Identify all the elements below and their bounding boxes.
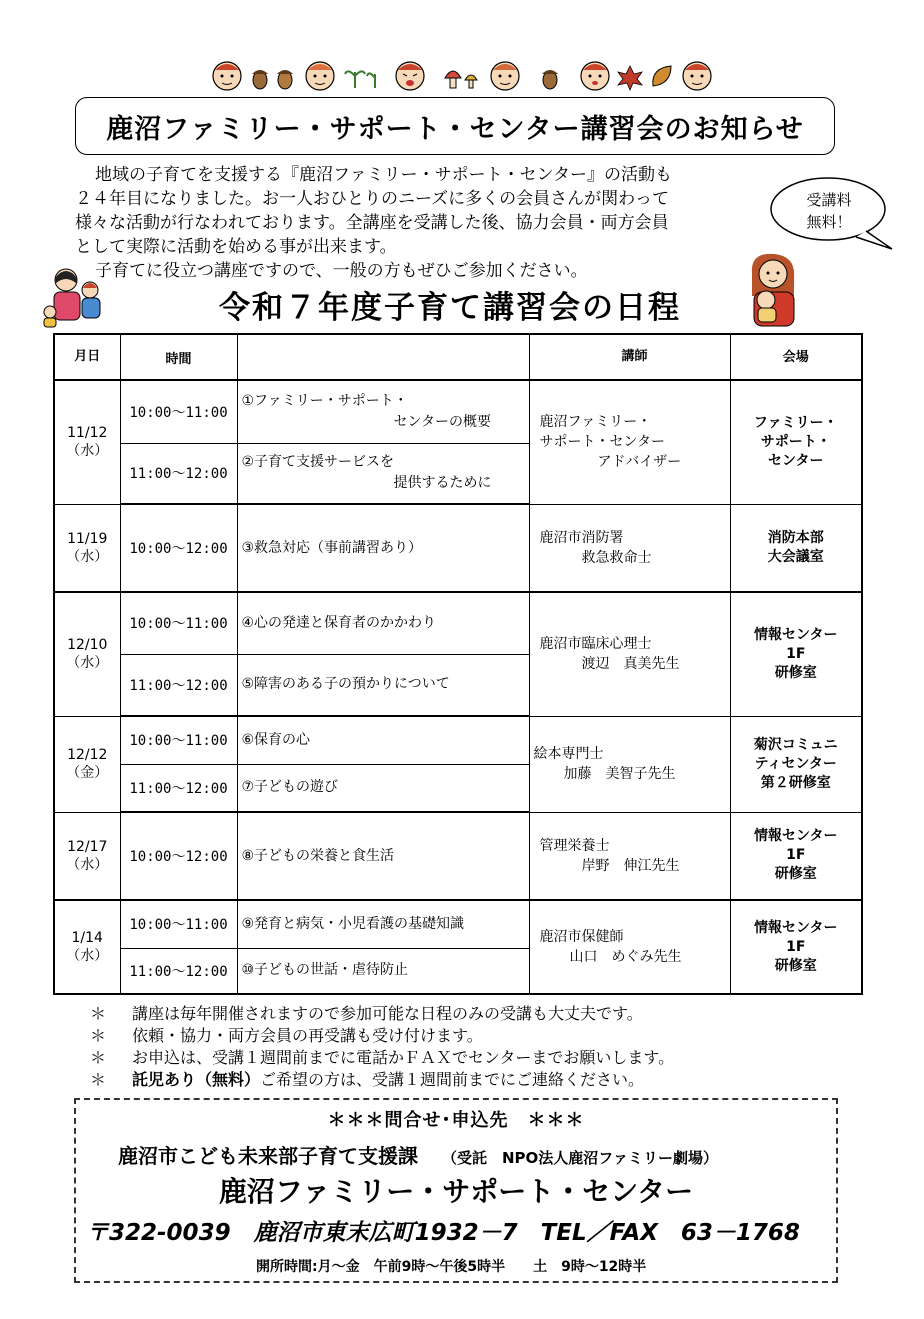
venue-line: 情報センター <box>754 828 838 845</box>
topic-cell: ⑧子どもの栄養と食生活 <box>237 812 529 900</box>
intro-line: ２４年目になりました。お一人おひとりのニーズに多くの会員さんが関わって <box>75 189 669 209</box>
topic-cell <box>237 380 529 443</box>
baby-face-icon <box>213 62 241 90</box>
intro-line: として実際に活動を始める事が出来ます。 <box>75 237 397 257</box>
bubble-line: 無料！ <box>806 213 852 231</box>
venue-cell <box>730 380 862 504</box>
venue-cell <box>730 504 862 592</box>
note-text: 依頼・協力・両方会員の再受講も受け付けます。 <box>132 1026 483 1045</box>
venue-line: 1F <box>786 938 806 955</box>
lecturer-line: 山口 めぐみ先生 <box>569 949 682 965</box>
date-cell <box>54 900 120 994</box>
venue-line: 大会議室 <box>767 548 824 565</box>
opening-hours: 開所時間:月～金 午前9時～午後5時半 土 9時～12時半 <box>256 1259 647 1275</box>
page-title: 鹿沼ファミリー・サポート・センター講習会のお知らせ <box>75 97 835 155</box>
header-time: 時間 <box>120 334 237 380</box>
time-cell: 11:00～12:00 <box>120 764 237 812</box>
schedule-table <box>53 333 863 995</box>
date: 12/12 <box>67 747 108 763</box>
lecturer-line: 加藤 美智子先生 <box>563 766 676 782</box>
lecturer-line: アドバイザー <box>597 454 682 471</box>
time-cell: 10:00～12:00 <box>120 812 237 900</box>
baby-face-icon <box>491 62 519 90</box>
venue-line: 菊沢コミュニ <box>753 736 838 753</box>
weekday: （水） <box>66 443 109 460</box>
note-marker: ＊ <box>90 1048 107 1067</box>
maple-leaf-icon <box>618 66 642 90</box>
venue-line: ファミリー・ <box>753 414 838 431</box>
time-cell: 10:00～11:00 <box>120 592 237 654</box>
lecturer-cell <box>529 592 730 716</box>
center-name: 鹿沼ファミリー・サポート・センター <box>218 1175 694 1208</box>
lecturer-line: 絵本専門士 <box>533 746 604 762</box>
note-text: 講座は毎年開催されますので参加可能な日程のみの受講も大丈夫です。 <box>132 1004 643 1023</box>
lecturer-line: サポート・センター <box>539 434 665 451</box>
crying-baby-icon <box>396 62 424 90</box>
acorn-icon <box>277 70 293 89</box>
time-cell: 11:00～12:00 <box>120 948 237 994</box>
topic-line: センターの概要 <box>393 413 491 430</box>
note-item <box>90 1025 674 1047</box>
table-row <box>54 380 862 443</box>
acorn-icon <box>542 70 558 89</box>
date: 1/14 <box>71 930 103 946</box>
venue-line: サポート・ <box>760 433 831 450</box>
topic-cell: ⑦子どもの遊び <box>237 764 529 812</box>
lecturer-line: 管理栄養士 <box>539 837 610 854</box>
address-phone: 〒322-0039 鹿沼市東末広町1932－7 TEL／FAX 63－1768 <box>86 1220 800 1246</box>
topic-cell: ⑨発育と病気・小児看護の基礎知識 <box>237 900 529 948</box>
time-cell: 11:00～12:00 <box>120 654 237 716</box>
lecturer-line: 鹿沼市消防署 <box>539 529 624 546</box>
date-cell <box>54 380 120 504</box>
topic-line: 提供するために <box>393 475 492 492</box>
mushroom-icon <box>445 71 477 88</box>
table-row <box>54 504 862 592</box>
note-bold: 託児あり（無料） <box>132 1070 261 1089</box>
topic-cell: ⑩子どもの世話・虐待防止 <box>237 948 529 994</box>
date: 11/19 <box>67 530 108 547</box>
venue-line: 研修室 <box>774 866 817 883</box>
bubble-line: 受講料 <box>806 191 852 209</box>
intro-line: 様々な活動が行なわれております。全講座を受講した後、協力会員・両方会員 <box>75 213 669 233</box>
date-cell <box>54 716 120 812</box>
date-cell <box>54 592 120 716</box>
acorn-icon <box>252 70 268 89</box>
baby-face-icon <box>306 62 334 90</box>
lecturer-line: 岸野 伸江先生 <box>581 857 680 874</box>
venue-cell <box>730 900 862 994</box>
note-item <box>90 1047 674 1069</box>
note-item <box>90 1069 674 1091</box>
venue-cell <box>730 592 862 716</box>
topic-cell: ⑤障害のある子の預かりについて <box>237 654 529 716</box>
free-fee-bubble <box>768 175 898 253</box>
time-cell: 11:00～12:00 <box>120 443 237 504</box>
lecturer-cell <box>529 504 730 592</box>
time-cell: 10:00～11:00 <box>120 716 237 764</box>
entrust-note: （受託 NPO法人鹿沼ファミリー劇場） <box>442 1149 719 1167</box>
topic-cell: ⑥保育の心 <box>237 716 529 764</box>
weekday: （水） <box>66 548 109 565</box>
date-cell <box>54 504 120 592</box>
date: 12/10 <box>67 637 108 654</box>
date: 12/17 <box>67 838 108 855</box>
table-row <box>54 812 862 900</box>
baby-face-icon <box>581 62 609 90</box>
venue-line: 消防本部 <box>767 529 824 546</box>
header-venue: 会場 <box>730 334 862 380</box>
schedule-title: 令和７年度子育て講習会の日程 <box>219 290 681 326</box>
lecturer-cell <box>529 900 730 994</box>
decoration-row <box>205 58 715 98</box>
topic-cell: ④心の発達と保育者のかかわり <box>237 592 529 654</box>
mother-baby-illustration-icon <box>742 250 802 328</box>
time-cell: 10:00～11:00 <box>120 900 237 948</box>
weekday: （水） <box>66 948 109 964</box>
lecturer-line: 渡辺 真美先生 <box>581 656 680 673</box>
time-cell: 10:00～11:00 <box>120 380 237 443</box>
lecturer-cell <box>529 716 730 812</box>
topic-line: ①ファミリー・サポート・ <box>241 392 408 409</box>
weekday: （水） <box>66 856 109 873</box>
venue-line: 情報センター <box>754 626 838 643</box>
venue-line: ティセンター <box>754 755 837 772</box>
note-marker: ＊ <box>90 1026 107 1045</box>
contact-heading: ＊＊＊問合せ･申込先 ＊＊＊ <box>327 1110 585 1131</box>
venue-line: 研修室 <box>774 664 817 681</box>
venue-cell <box>730 812 862 900</box>
department-name: 鹿沼市こども未来部子育て支援課 <box>118 1144 418 1168</box>
header-lecturer: 講師 <box>529 334 730 380</box>
note-marker: ＊ <box>90 1070 107 1089</box>
venue-line: 1F <box>786 847 806 864</box>
contact-box <box>74 1098 838 1283</box>
header-date: 月日 <box>54 334 120 380</box>
intro-line: 地域の子育てを支援する『鹿沼ファミリー・サポート・センター』の活動も <box>95 165 672 185</box>
venue-line: 1F <box>786 645 806 662</box>
time-cell: 10:00～12:00 <box>120 504 237 592</box>
venue-line: 研修室 <box>774 957 817 974</box>
table-row <box>54 716 862 764</box>
table-row <box>54 592 862 654</box>
note-item <box>90 1003 674 1025</box>
lecturer-line: 鹿沼市保健師 <box>539 929 624 945</box>
date-cell <box>54 812 120 900</box>
note-text: お申込は、受講１週間前までに電話かＦＡＸでセンターまでお願いします。 <box>132 1048 675 1067</box>
topic-line: ②子育て支援サービスを <box>241 454 395 471</box>
note-marker: ＊ <box>90 1004 107 1023</box>
lecturer-cell <box>529 380 730 504</box>
intro-text <box>75 163 775 283</box>
weekday: （金） <box>66 765 109 781</box>
lecturer-cell <box>529 812 730 900</box>
notes-list <box>90 1003 674 1091</box>
leaf-icon <box>653 66 671 86</box>
header-topic <box>237 334 529 380</box>
venue-line: センター <box>768 452 824 469</box>
lecturer-line: 救急救命士 <box>581 549 652 566</box>
venue-line: 第２研修室 <box>760 774 831 791</box>
lecturer-line: 鹿沼ファミリー・ <box>539 414 652 431</box>
note-text: ご希望の方は、受講１週間前までにご連絡ください。 <box>260 1070 645 1089</box>
baby-face-icon <box>683 62 711 90</box>
contact-department <box>118 1140 718 1169</box>
topic-cell: ③救急対応（事前講習あり） <box>237 504 529 592</box>
weekday: （水） <box>66 655 109 672</box>
venue-line: 情報センター <box>754 919 838 936</box>
sprout-icon <box>345 71 375 88</box>
table-header-row <box>54 334 862 380</box>
date: 11/12 <box>67 425 108 442</box>
topic-cell <box>237 443 529 504</box>
table-row <box>54 900 862 948</box>
lecturer-line: 鹿沼市臨床心理士 <box>539 636 652 653</box>
family-illustration-icon <box>42 266 112 328</box>
intro-line: 子育てに役立つ講座ですので、一般の方もぜひご参加ください。 <box>95 261 588 281</box>
venue-cell <box>730 716 862 812</box>
